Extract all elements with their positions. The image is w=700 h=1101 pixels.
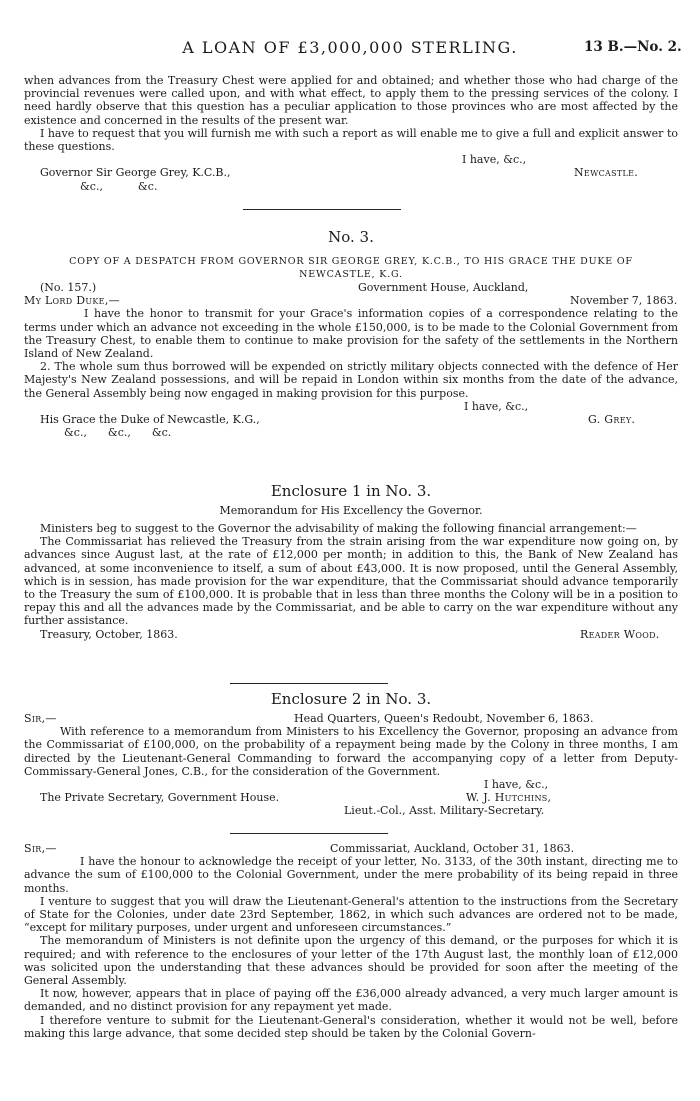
- addressee: Governor Sir George Grey, K.C.B.,: [40, 166, 231, 180]
- paragraph: The memorandum of Ministers is not definite upon the urgency of this demand, or the purposes for which it is required; and with reference to the enclosures of your letter of the 17th August last, the monthly loan of £12,000 was solicited upon the understanding that these advances should be provided for soon after the meeting of the General Assembly.: [24, 934, 678, 988]
- enclosure-heading: Enclosure 1 in No. 3.: [270, 482, 432, 500]
- place: Government House, Auckland,: [358, 281, 529, 294]
- closing-row: [24, 400, 678, 413]
- addressee-etc-row: [24, 426, 678, 439]
- previous-despatch-end: [24, 74, 678, 193]
- place: Head Quarters, Queen's Redoubt, November 6, 1863.: [294, 712, 594, 725]
- section-divider: [243, 209, 401, 210]
- despatch-number: (No. 157.): [40, 281, 97, 294]
- signature: Newcastle.: [574, 166, 639, 180]
- enclosure-heading: Enclosure 2 in No. 3.: [270, 690, 432, 708]
- paragraph: It now, however, appears that in place of paying off the £36,000 already advanced, a very much larger amount is demanded, and no distinct provision for any repayment yet made.: [24, 987, 678, 1014]
- reference-row: [24, 281, 678, 294]
- addressee-etc: &c., &c.: [80, 179, 158, 193]
- memorandum-title: Memorandum for His Excellency the Governor.: [219, 504, 483, 517]
- date: November 7, 1863.: [570, 294, 678, 308]
- addressee: His Grace the Duke of Newcastle, K.G.,: [40, 412, 260, 426]
- closing-row: [24, 778, 678, 791]
- paragraph: I have to request that you will furnish me with such a report as will enable me to give a full and explicit answer to these questions.: [24, 126, 678, 154]
- paragraph: when advances from the Treasury Chest were applied for and obtained; and whether those who had charge of the provincial revenues were called upon, and with what effect, to apply them to the pressing services of the colony. I need hardly observe that this question has a peculiar application to those provinces who are most affected by the existence and concerned in the results of the present war.: [24, 74, 678, 127]
- addressee: The Private Secretary, Government House.: [40, 791, 280, 805]
- page-title: A LOAN OF £3,000,000 STERLING.: [182, 38, 518, 57]
- commissariat-letter: [24, 842, 678, 1040]
- addressee-etc-row: [24, 180, 678, 193]
- salutation-row: [24, 294, 678, 307]
- closing: I have, &c.,: [464, 399, 529, 413]
- closing: I have, &c.,: [484, 778, 549, 791]
- paragraph: 2. The whole sum thus borrowed will be expended on strictly military objects connected with the defence of Her Majesty's New Zealand possessions, and will be repaid in London within six months from the date of the advance, the General Assembly being now engaged in making provision for this purpose.: [24, 360, 678, 400]
- salutation: My Lord Duke,—: [24, 294, 120, 308]
- signature-row: [24, 791, 678, 804]
- paragraph: Ministers beg to suggest to the Governor the advisability of making the following financial arrangement:—: [40, 522, 637, 535]
- running-header: [0, 38, 700, 60]
- paragraph: I have the honor to transmit for your Grace's information copies of a correspondence relating to the terms under which an advance not exceeding in the whole £150,000, is to be made to the Colonial Government from the Treasury Chest, to enable them to continue to make provision for the safety of the settlements in the Northern Island of New Zealand.: [24, 307, 678, 360]
- despatch-no-3: [24, 228, 678, 439]
- signatory-rank: Lieut.-Col., Asst. Military-Secretary.: [344, 804, 545, 818]
- section-heading: No. 3.: [328, 228, 374, 246]
- enclosure-1: [24, 482, 678, 641]
- rank-row: [24, 804, 678, 817]
- closing: I have, &c.,: [462, 153, 527, 167]
- signature: G. Grey.: [588, 412, 636, 426]
- section-divider: [230, 683, 388, 684]
- salutation: Sir,—: [24, 712, 57, 725]
- dateline-row: [24, 628, 678, 641]
- salutation: Sir,—: [24, 842, 57, 855]
- section-divider: [230, 833, 388, 834]
- signature: Reader Wood.: [580, 627, 660, 641]
- paragraph: I therefore venture to submit for the Lieutenant-General's consideration, whether it would not be well, before making this large advance, that some decided step should be taken by the Colonial Govern-: [24, 1013, 678, 1040]
- dateline: Treasury, October, 1863.: [40, 627, 178, 641]
- page-reference: 13 B.—No. 2.: [584, 39, 682, 55]
- salutation-row: [24, 842, 678, 855]
- paragraph: With reference to a memorandum from Ministers to his Excellency the Governor, proposing an advance from the Commissariat of £100,000, on the probability of a repayment being made by the Colony in three months, I am directed by the Lieutenant-General Commanding to forward the accompanying copy of a letter from Deputy-Commissary-General Jones, C.B., for the consideration of the Government.: [24, 725, 678, 778]
- despatch-caption: NEWCASTLE, K.G.: [299, 268, 403, 280]
- salutation-row: [24, 712, 678, 725]
- paragraph: The Commissariat has relieved the Treasury from the strain arising from the war expenditure now going on, by advances since August last, at the rate of £12,000 per month; in addition to this, the Bank of New Zealand has advanced, at some inconvenience to itself, a sum of about £43,000. It is now proposed, until the General Assembly, which is in session, has made provision for the war expenditure, that the Commissariat should advance temporarily to the Treasury the sum of £100,000. It is probable that in less than three months the Colony will be in a position to repay this and all the advances made by the Commissariat, and be able to carry on the war expenditure without any further assistance.: [24, 535, 678, 628]
- paragraph: I have the honour to acknowledge the receipt of your letter, No. 3133, of the 30th instant, directing me to advance the sum of £100,000 to the Colonial Government, under the mere probability of its being repaid in three months.: [24, 855, 678, 895]
- addressee-etc: &c., &c., &c.: [64, 426, 172, 440]
- signature: W. J. Hutchins,: [466, 791, 552, 805]
- despatch-caption: COPY OF A DESPATCH FROM GOVERNOR SIR GEORGE GREY, K.C.B., TO HIS GRACE THE DUKE OF: [69, 256, 633, 267]
- addressee-row: [24, 413, 678, 426]
- closing-row: [24, 153, 678, 166]
- paragraph: I venture to suggest that you will draw the Lieutenant-General's attention to the instructions from the Secretary of State for the Colonies, under date 23rd September, 1862, in which such advances are ordered not to be made, “except for military purposes, under urgent and unforeseen circumstances.”: [24, 894, 678, 935]
- place: Commissariat, Auckland, October 31, 1863.: [330, 842, 575, 855]
- enclosure-2: [24, 690, 678, 818]
- addressee-row: [24, 166, 678, 179]
